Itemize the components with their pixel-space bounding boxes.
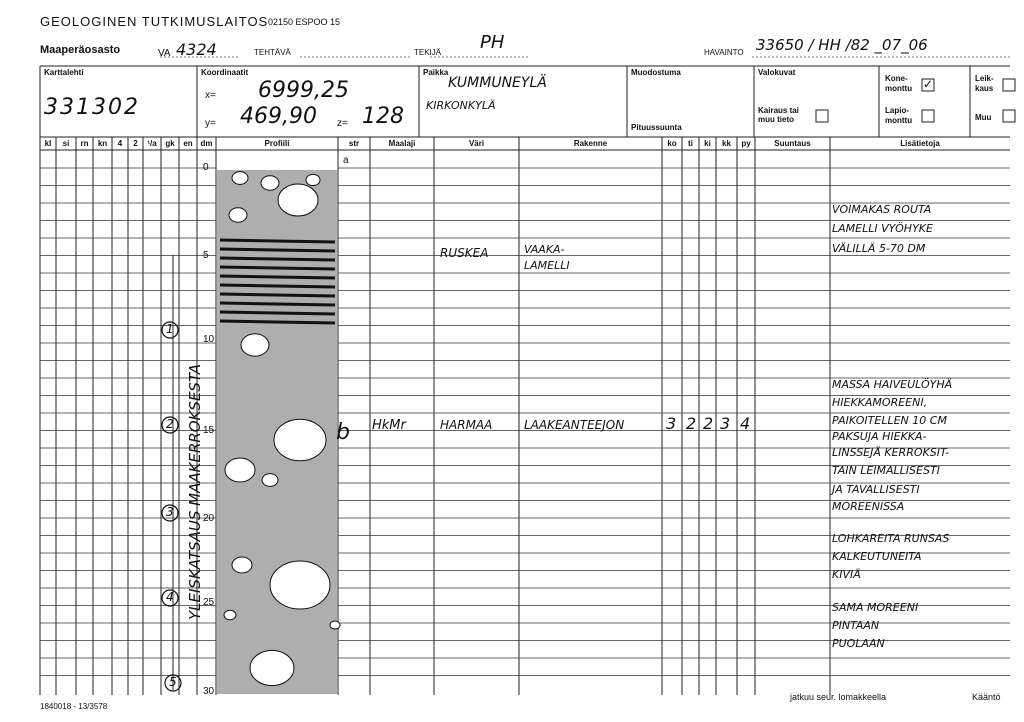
leikkaus-label: Leik-kaus (975, 74, 994, 93)
column-header: str (348, 139, 360, 148)
row15-maalaji: HkMr (372, 418, 406, 433)
profile-stone (229, 208, 247, 222)
note-line: VÄLILLÄ 5-70 DM (832, 242, 926, 255)
profile-lamella (220, 312, 335, 314)
department-label: Maaperäosasto (40, 44, 121, 56)
profile-lamella (220, 285, 335, 287)
x-value: 6999,25 (258, 78, 349, 103)
paikka-value-2: KIRKONKYLÄ (426, 99, 496, 112)
paikka-label: Paikka (423, 68, 449, 77)
tekija-label: TEKIJÄ (414, 48, 442, 57)
depth-mark: 20 (203, 513, 215, 524)
muu-label: Muu (975, 113, 992, 122)
valokuvat-label: Valokuvat (758, 68, 796, 77)
va-value: 4324 (176, 40, 217, 59)
depth-mark: 10 (203, 334, 215, 345)
row15-kk: 3 (720, 414, 731, 433)
column-header: py (741, 139, 751, 148)
tehtava-label: TEHTÄVÄ (254, 48, 291, 57)
profile-lamella (220, 249, 335, 251)
column-header: gk (165, 139, 175, 148)
profile-stone (274, 419, 326, 461)
column-header: ki (704, 139, 711, 148)
profile-stone (306, 174, 320, 185)
column-header: 4 (117, 139, 123, 148)
sample-number-4: 4 (166, 590, 174, 604)
profile-stone (262, 474, 278, 487)
note-line: SAMA MOREENI (832, 601, 919, 614)
profile-lamella (220, 294, 335, 296)
note-line: JA TAVALLISESTI (832, 483, 920, 496)
column-header: kk (722, 139, 731, 148)
z-value: 128 (362, 104, 404, 129)
sample-number-2: 2 (166, 417, 174, 431)
depth-mark: 25 (203, 597, 215, 608)
column-header: Profiili (264, 139, 290, 148)
x-label: x= (205, 90, 216, 101)
depth-mark: 0 (203, 162, 209, 173)
profile-lamella (220, 240, 335, 242)
row15-ko: 3 (666, 414, 677, 433)
column-header: Väri (468, 139, 485, 148)
note-line: PAIKOITELLEN 10 CM (832, 414, 947, 427)
profile-stone (224, 610, 236, 620)
depth-mark: 15 (203, 425, 215, 436)
profile-stone (270, 561, 330, 609)
column-header: ¹/a (147, 139, 157, 148)
column-header: Rakenne (573, 139, 608, 148)
koordinaatit-label: Koordinaatit (201, 68, 249, 77)
note-line: LOHKAREITA RUNSAS (832, 532, 950, 545)
depth-mark: 30 (203, 686, 215, 697)
str-marker: a (343, 155, 349, 166)
footer-right: jatkuu seur. lomakkeella (790, 692, 887, 702)
y-value: 469,90 (240, 104, 317, 129)
row15-ti: 2 (686, 414, 697, 433)
column-header: si (62, 139, 70, 148)
note-line: PAKSUJA HIEKKA- (832, 430, 927, 443)
profile-stone (232, 557, 252, 573)
profile-stone (225, 458, 255, 482)
column-header: dm (200, 139, 213, 148)
note-line: PUOLAAN (832, 637, 885, 650)
column-header: Maalaji (388, 139, 416, 148)
note-line: MASSA HAIVEULÖYHÄ (832, 378, 953, 391)
profile-lamella (220, 258, 335, 260)
tekija-value: PH (480, 32, 505, 53)
footer-far-right: Kääntö (972, 692, 1001, 702)
paikka-value-1: KUMMUNEYLÄ (448, 75, 547, 91)
column-header: kl (44, 139, 52, 148)
y-label: y= (205, 118, 216, 129)
konemonttu-label: Kone-monttu (885, 74, 913, 93)
profile-stone (241, 334, 269, 356)
column-header: en (183, 139, 193, 148)
profile-lamella (220, 276, 335, 278)
row15-py: 4 (740, 414, 751, 433)
profile-stone (330, 621, 340, 629)
va-label: VA (158, 48, 171, 59)
kairaus-label: Kairaus tai muu tieto (758, 106, 799, 124)
sample-number-3: 3 (166, 505, 174, 519)
note-line: PINTAAN (832, 619, 880, 632)
institution-address: 02150 ESPOO 15 (268, 17, 341, 27)
column-header: ko (667, 139, 677, 148)
profile-lamella (220, 303, 335, 305)
note-line: HIEKKAMOREENI, (832, 396, 928, 409)
profile-stone (250, 650, 294, 685)
note-line: VOIMAKAS ROUTA (832, 203, 932, 216)
havainto-value: 33650 / HH /82 _07_06 (756, 36, 928, 54)
depth-mark: 5 (203, 250, 209, 261)
column-header: kn (97, 139, 108, 148)
profile-letter: b (336, 420, 350, 445)
profile-stone (278, 184, 318, 216)
row15-ki: 2 (703, 414, 714, 433)
vertical-note: YLEISKATSAUS MAAKERROKSESTA (186, 364, 204, 620)
note-line: KIVIÄ (832, 568, 861, 581)
profile-stone (261, 176, 279, 190)
lapiomonttu-label: Lapio-monttu (885, 106, 913, 125)
column-header: rn (80, 139, 89, 148)
pituussuunta-label: Pituussuunta (631, 123, 682, 132)
row15-rakenne: LAAKEANTEEJON (524, 418, 625, 432)
sample-number-1: 1 (166, 322, 174, 336)
muodostuma-label: Muodostuma (631, 68, 681, 77)
institution-title: GEOLOGINEN TUTKIMUSLAITOS (40, 14, 269, 29)
column-header: Lisätietoja (900, 139, 940, 148)
note-line: LINSSEJÄ KERROKSIT- (832, 446, 950, 459)
row5-rakenne-2: LAMELLI (524, 259, 570, 272)
profile-lamella (220, 267, 335, 269)
note-line: TAIN LEIMALLISESTI (832, 464, 940, 477)
note-line: KALKEUTUNEITA (832, 550, 922, 563)
row5-rakenne-1: VAAKA- (524, 243, 565, 256)
column-header: 2 (133, 139, 138, 148)
column-header: ti (688, 139, 693, 148)
sample-number-5: 5 (169, 675, 177, 689)
row5-vari: RUSKEA (440, 246, 489, 260)
karttalehti-label: Karttalehti (44, 68, 84, 77)
profile-stone (232, 172, 248, 185)
profile-lamella (220, 321, 335, 323)
konemonttu-check-icon[interactable]: ✓ (923, 77, 934, 91)
note-line: LAMELLI VYÖHYKE (832, 222, 933, 235)
footer-left: 1840018 - 13/3578 (40, 702, 108, 711)
z-label: z= (337, 118, 348, 129)
havainto-label: HAVAINTO (704, 48, 744, 57)
row15-vari: HARMAA (440, 418, 493, 432)
column-header: Suuntaus (774, 139, 811, 148)
note-line: MOREENISSA (832, 500, 905, 513)
karttalehti-value: 331302 (44, 95, 140, 120)
